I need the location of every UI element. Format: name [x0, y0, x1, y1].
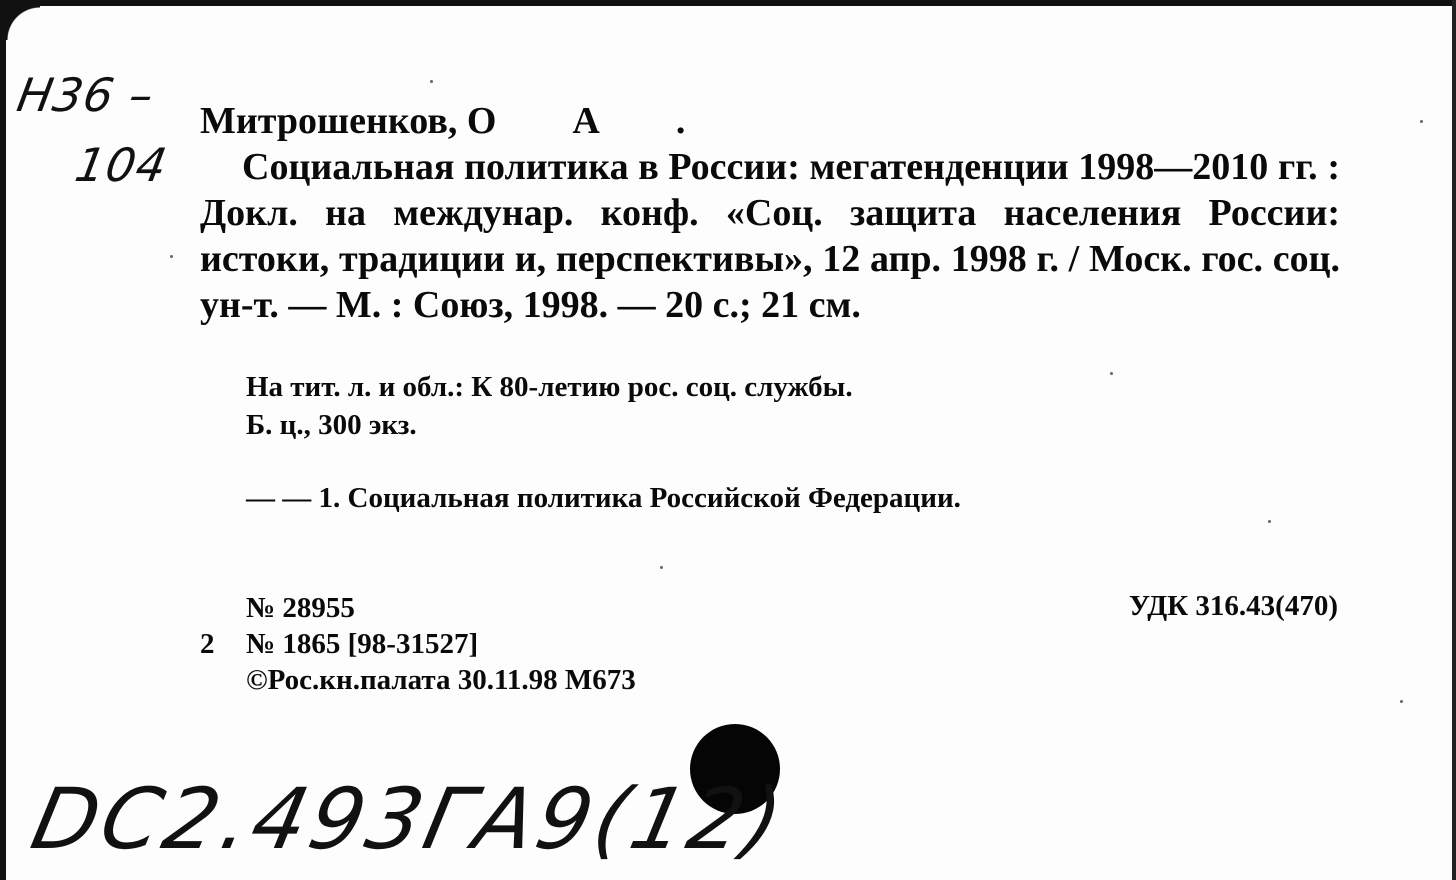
book-chamber-stamp: ©Рос.кн.палата 30.11.98 М673 — [246, 664, 636, 696]
author-heading: Митрошенков, О А . — [200, 100, 686, 142]
scan-speck — [430, 80, 433, 83]
card-corner — [0, 0, 40, 40]
inventory-handwritten: DC2.493ГА9(12) — [23, 770, 795, 868]
card-left-edge — [0, 0, 6, 880]
bibliographic-description: Социальная политика в России: мегатенденции 1998—2010 гг. : Докл. на междунар. конф. «Соц. защита населения России: истоки, традиции и, перспективы», 12 апр. 1998 г. / Моск. гос. соц. ун-т. — М. : Союз, 1998. — 20 с.; 21 см. — [200, 146, 1340, 326]
registration-number-2: № 1865 [98-31527] — [246, 628, 479, 660]
card-top-edge — [0, 0, 1456, 6]
card-right-edge — [1452, 0, 1456, 880]
scan-speck — [1400, 700, 1403, 703]
notes-block — [246, 368, 853, 444]
scan-speck — [660, 566, 663, 569]
udk-code: УДК 316.43(470) — [1128, 590, 1338, 622]
bibliographic-entry — [200, 98, 1340, 328]
registration-number-1: № 28955 — [246, 592, 355, 624]
scan-speck — [170, 255, 173, 258]
scan-speck — [1268, 520, 1271, 523]
shelf-mark-line2: 104 — [71, 138, 172, 192]
registration-block — [200, 590, 636, 698]
subject-heading: — — 1. Социальная политика Российской Федерации. — [246, 482, 961, 514]
scan-speck — [1420, 120, 1423, 123]
note-price-copies: Б. ц., 300 экз. — [246, 409, 417, 441]
scan-speck — [1110, 372, 1113, 375]
registration-prefix: 2 — [200, 628, 215, 660]
note-title-page: На тит. л. и обл.: К 80-летию рос. соц. службы. — [246, 371, 853, 403]
shelf-mark-line1: Н36 – — [13, 68, 159, 122]
